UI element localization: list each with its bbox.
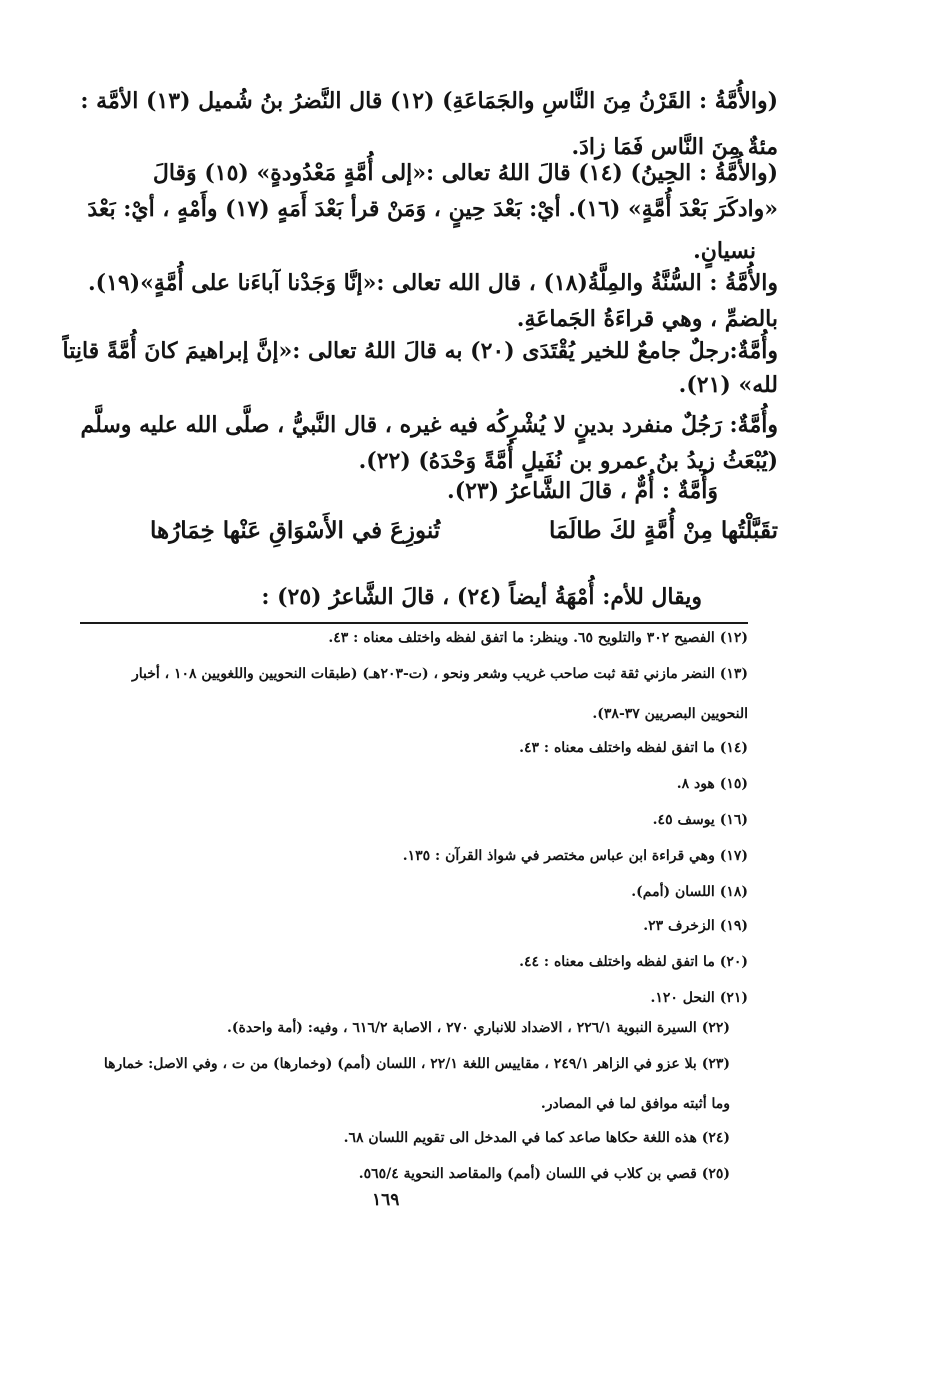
body-line-11: (يُبْعَثُ زيدُ بنُ عمرو بن نُفَيلٍ أُمَّةً وَحْدَهُ) (٢٢). (358, 448, 778, 474)
page-number: ١٦٩ (372, 1190, 400, 1210)
body-line-13: ويقال للأم: أُمْهَةُ أيضاً (٢٤) ، قالَ الشَّاعرُ (٢٥) : (261, 584, 702, 610)
footnote-21: (٢١) النحل ١٢٠. (650, 990, 748, 1006)
footnote-19: (١٩) الزخرف ٢٣. (643, 918, 748, 934)
body-line-7: بالضمِّ ، وهي قراءَةُ الجَماعَةِ. (516, 306, 778, 332)
body-line-8: وأُمَّةٌ:رجلٌ جامعٌ للخير يُقْتَدَى (٢٠) به قالَ اللهُ تعالى :«إنَّ إبراهيمَ كانَ أُمَّةً قانِتاً (62, 338, 778, 364)
footnote-25: (٢٥) قصي بن كلاب في اللسان (أمم) والمقاصد النحوية ٥٦٥/٤. (358, 1166, 730, 1182)
body-line-4: «وادكَرَ بَعْدَ أُمَّةٍ» (١٦). أيْ: بَعْدَ حِينٍ ، وَمَنْ قرأ بَعْدَ أَمَهٍ (١٧) وأَمْهٍ ، أيْ: بَعْدَ (87, 196, 778, 222)
body-line-5: نسيانٍ. (693, 238, 756, 264)
verse-second-hemistich: تُنوزِعَ في الأَسْوَاقِ عَنْها خِمَارُها (150, 517, 441, 544)
footnote-13: (١٣) النضر مازني ثقة ثبت صاحب غريب وشعر ونحو ، (ت-٢٠٣هـ) (طبقات النحويين واللغويين ١٠٨ ، أخبار (131, 666, 748, 682)
body-line-1: (والأُمَّةُ : القَرْنُ مِنَ النَّاسِ والجَمَاعَةِ) (١٢) قال النَّضرُ بنُ شُميل (١٣) الأمَّة : (80, 88, 778, 114)
footnote-13-cont: النحويين البصريين ٣٧-٣٨). (592, 706, 748, 722)
body-line-2: مئةٌ مِنَ النَّاس فَمَا زادَ. (571, 134, 778, 160)
footnote-23: (٢٣) بلا عزو في الزاهر ٢٤٩/١ ، مقاييس اللغة ٢٢/١ ، اللسان (أمم) (وخمارها) من ت ، وفي الاصل: خمارها (103, 1056, 730, 1072)
footnote-24: (٢٤) هذه اللغة حكاها صاعد كما في المدخل الى تقويم اللسان ٦٨. (343, 1130, 730, 1146)
footnote-20: (٢٠) ما اتفق لفظه واختلف معناه : ٤٤. (519, 954, 748, 970)
body-line-6: والأُمَّةُ : السُّنَّةُ والمِلَّةُ(١٨) ، قال الله تعالى :«إنَّا وَجَدْنا آباءَنا على أُمَّةٍ»(١٩). (88, 270, 778, 296)
footnote-14: (١٤) ما اتفق لفظه واختلف معناه : ٤٣. (519, 740, 748, 756)
footnote-17: (١٧) وهي قراءة ابن عباس مختصر في شواذ القرآن : ١٣٥. (402, 848, 748, 864)
footnote-12: (١٢) الفصيح ٣٠٢ والتلويح ٦٥. وينظر: ما اتفق لفظه واختلف معناه : ٤٣. (328, 630, 748, 646)
footnote-divider (80, 622, 748, 624)
body-line-12: وَأُمَّةٌ : أُمٌّ ، قالَ الشَّاعرُ (٢٣). (447, 478, 718, 504)
footnote-15: (١٥) هود ٨. (676, 776, 748, 792)
verse-first-hemistich: تقَبَّلْتُها مِنْ أُمَّةٍ لكَ طالَمَا (548, 517, 778, 544)
body-line-10: وأُمَّةٌ: رَجُلٌ منفرد بدينٍ لا يُشْرِكُه فيه غيره ، قال النَّبيُّ ، صلَّى الله عليه وسلَّم (80, 412, 778, 438)
body-line-9: لله» (٢١). (678, 372, 778, 398)
footnote-16: (١٦) يوسف ٤٥. (652, 812, 748, 828)
body-line-3: (والأُمَّةُ : الحِينُ) (١٤) قالَ اللهُ تعالى :«إلى أُمَّةٍ مَعْدُودةٍ» (١٥) وَقالَ (152, 160, 778, 186)
footnote-22: (٢٢) السيرة النبوية ٢٢٦/١ ، الاضداد للانباري ٢٧٠ ، الاصابة ٦١٦/٢ ، وفيه: (أمة واحدة). (227, 1020, 730, 1036)
footnote-23-cont: وما أثبته موافق لما في المصادر. (540, 1096, 730, 1112)
footnote-18: (١٨) اللسان (أمم). (631, 884, 748, 900)
